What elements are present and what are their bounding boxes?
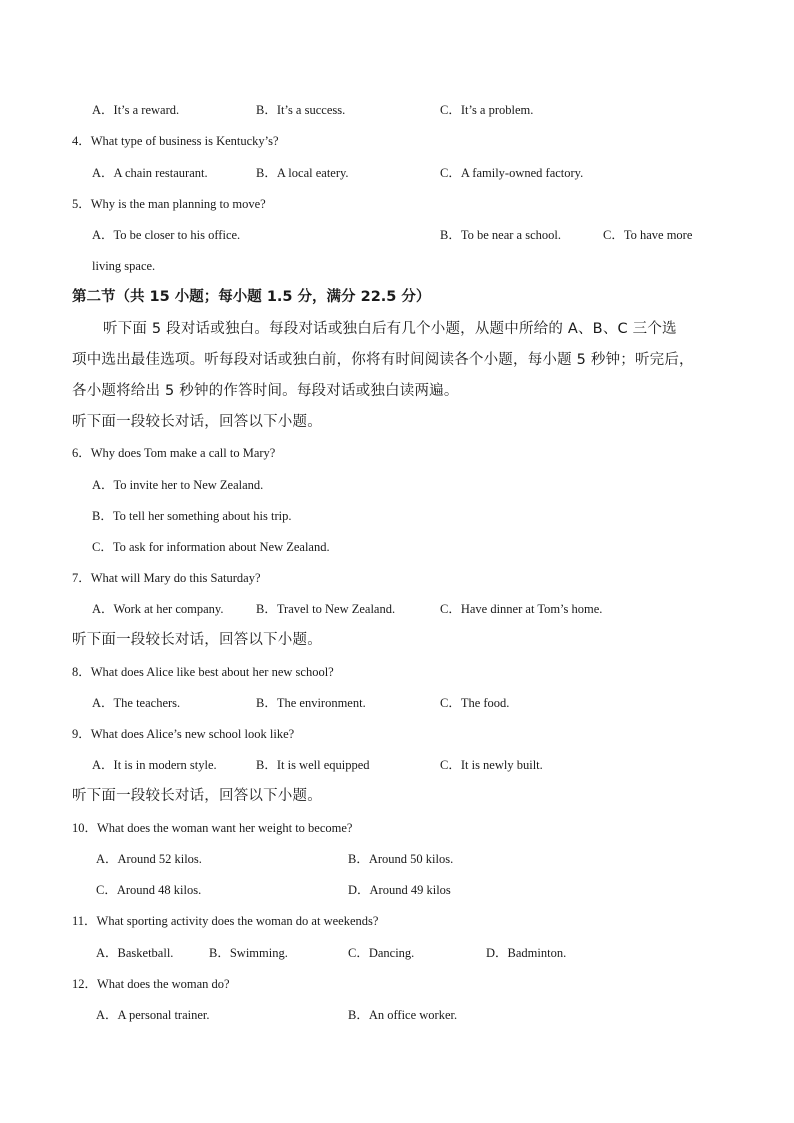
q11-option-d: D．Badminton. [486,946,567,960]
q7-option-c: C．Have dinner at Tom’s home. [440,602,603,616]
q11-option-b: B．Swimming. [209,946,288,960]
q12-option-b: B．An office worker. [348,1008,458,1022]
q7-question: 7．What will Mary do this Saturday? [72,571,261,585]
q6-option-c: C．To ask for information about New Zealand. [92,540,330,554]
q3-option-b: B．It’s a success. [256,103,346,117]
section-heading: 第二节（共 15 小题；每小题 1.5 分，满分 22.5 分） [72,289,431,305]
q10-option-b: B．Around 50 kilos. [348,852,454,866]
q9-option-b: B．It is well equipped [256,758,370,772]
q10-question: 10．What does the woman want her weight to become? [72,821,353,835]
q6-option-b: B．To tell her something about his trip. [92,509,292,523]
q4-option-a: A．A chain restaurant. [92,166,208,180]
q7-option-a: A．Work at her company. [92,602,224,616]
instructions-line-1: 听下面 5 段对话或独白。每段对话或独白后有几个小题，从题中所给的 A、B、C 三个选 [103,321,677,337]
q12-question: 12．What does the woman do? [72,977,230,991]
q3-option-a: A．It’s a reward. [92,103,180,117]
dialog-intro: 听下面一段较长对话，回答以下小题。 [72,788,322,804]
q4-option-c: C．A family-owned factory. [440,166,584,180]
q7-option-b: B．Travel to New Zealand. [256,602,396,616]
q8-option-b: B．The environment. [256,696,366,710]
q3-option-c: C．It’s a problem. [440,103,534,117]
q10-option-d: D．Around 49 kilos [348,883,451,897]
instructions-line-2: 项中选出最佳选项。听每段对话或独白前，你将有时间阅读各个小题，每小题 5 秒钟；听完后， [72,352,694,368]
q5-option-c-continued: living space. [92,259,156,273]
q9-option-c: C．It is newly built. [440,758,543,772]
q6-option-a: A．To invite her to New Zealand. [92,478,264,492]
q8-option-c: C．The food. [440,696,510,710]
q4-question: 4．What type of business is Kentucky’s? [72,134,279,148]
q6-question: 6．Why does Tom make a call to Mary? [72,446,276,460]
q8-option-a: A．The teachers. [92,696,181,710]
q5-option-b: B．To be near a school. [440,228,561,242]
q10-option-c: C．Around 48 kilos. [96,883,202,897]
q5-option-c: C．To have more [603,228,693,242]
q9-option-a: A．It is in modern style. [92,758,217,772]
q9-question: 9．What does Alice’s new school look like? [72,727,295,741]
instructions-line-3: 各小题将给出 5 秒钟的作答时间。每段对话或独白读两遍。 [72,383,459,399]
dialog-intro: 听下面一段较长对话，回答以下小题。 [72,414,322,430]
q11-question: 11．What sporting activity does the woman do at weekends? [72,914,379,928]
q10-option-a: A．Around 52 kilos. [96,852,202,866]
q4-option-b: B．A local eatery. [256,166,349,180]
q11-option-c: C．Dancing. [348,946,415,960]
q11-option-a: A．Basketball. [96,946,174,960]
dialog-intro: 听下面一段较长对话，回答以下小题。 [72,632,322,648]
q5-option-a: A．To be closer to his office. [92,228,241,242]
q8-question: 8．What does Alice like best about her new school? [72,665,334,679]
q12-option-a: A．A personal trainer. [96,1008,210,1022]
q5-question: 5．Why is the man planning to move? [72,197,266,211]
